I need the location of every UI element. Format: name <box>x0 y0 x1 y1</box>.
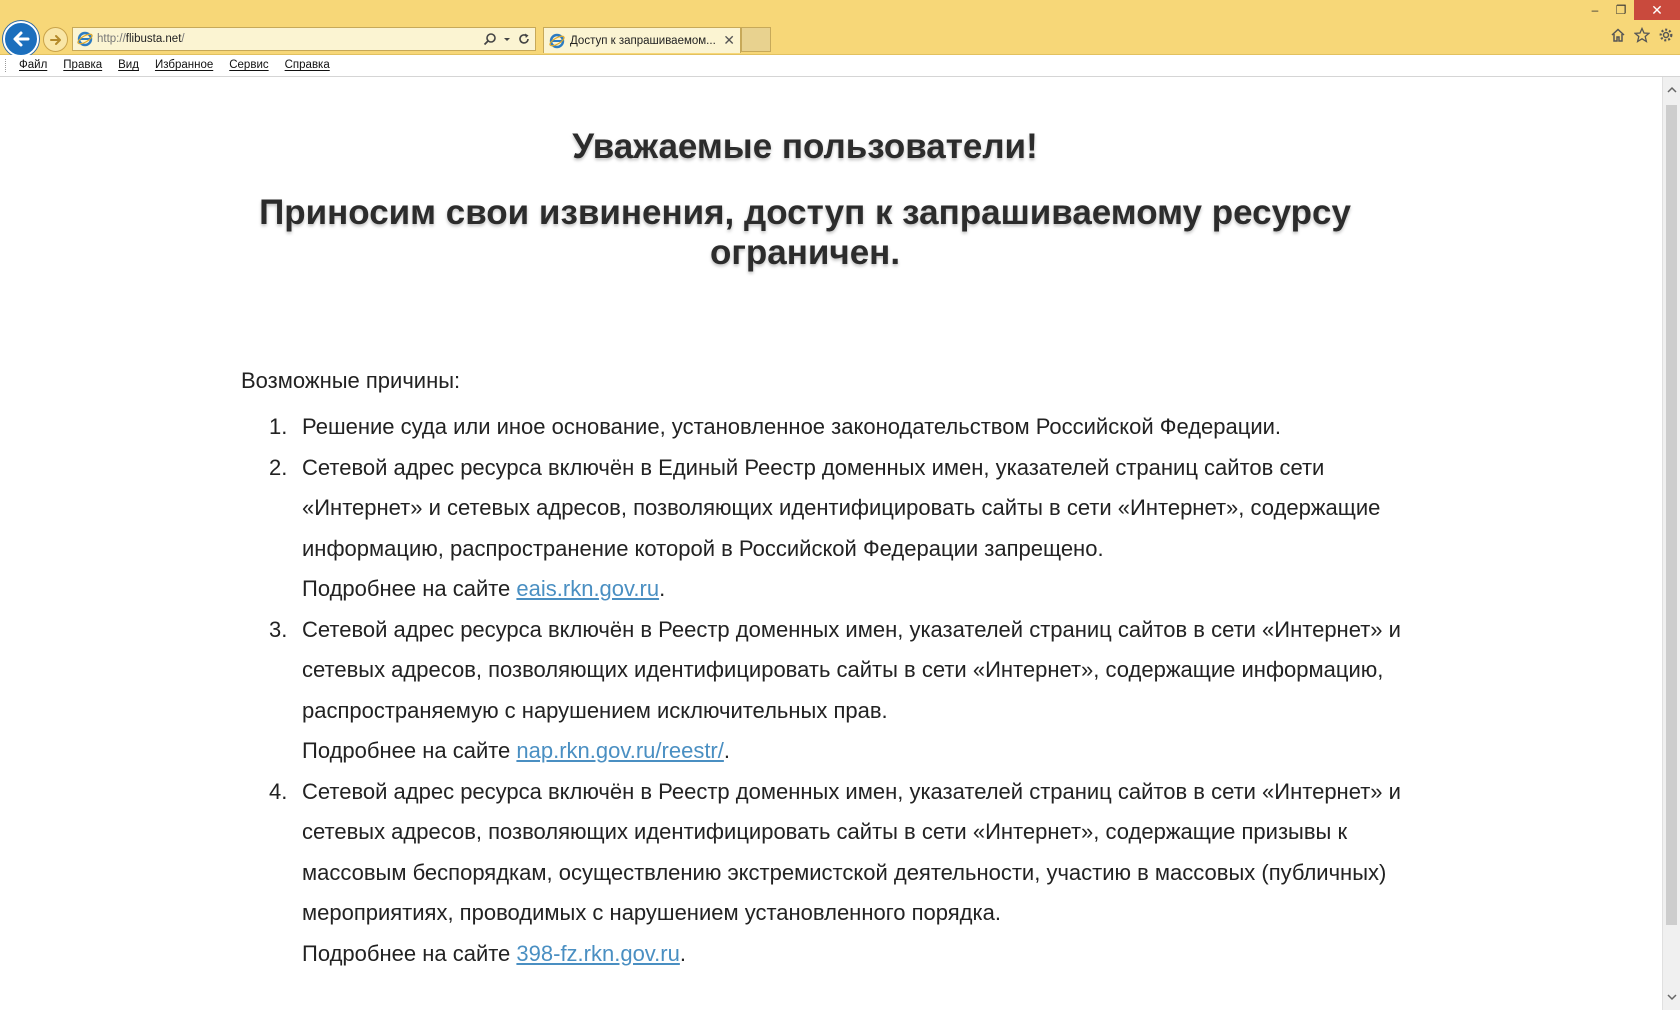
browser-tab-active[interactable] <box>543 27 741 53</box>
browser-title-bar <box>0 0 1680 55</box>
list-item <box>262 772 1434 975</box>
more-info-suffix: . <box>723 738 730 763</box>
list-item <box>262 448 1434 610</box>
menu-grip <box>5 59 8 72</box>
favorites-star-icon[interactable] <box>1634 27 1650 43</box>
address-tools <box>483 30 531 48</box>
more-info-suffix: . <box>679 940 686 966</box>
page-heading: Уважаемые пользователи! <box>572 127 1038 166</box>
more-info-prefix: Подробнее на сайте <box>302 576 517 601</box>
refresh-icon[interactable] <box>517 32 531 46</box>
nap-reestr-link[interactable]: nap.rkn.gov.ru/reestr/ <box>516 738 724 763</box>
list-item-number: 1. <box>269 414 288 439</box>
settings-gear-icon[interactable] <box>1658 27 1674 43</box>
forward-arrow-icon <box>48 32 64 48</box>
reasons-list <box>262 407 1434 974</box>
page-subheading: Приносим свои извинения, доступ к запрашиваемому ресурсу ограничен. <box>259 193 1351 272</box>
eais-link[interactable]: eais.rkn.gov.ru <box>516 576 660 601</box>
restore-button[interactable]: ❐ <box>1615 3 1627 17</box>
close-window-button[interactable]: ✕ <box>1634 0 1680 20</box>
more-info-prefix: Подробнее на сайте <box>302 940 517 966</box>
back-button[interactable] <box>3 21 39 57</box>
menu-bar <box>0 55 1680 77</box>
menu-items <box>19 58 346 73</box>
tab-close-button[interactable]: ✕ <box>723 32 735 48</box>
ie-logo-icon <box>77 31 93 47</box>
url-scheme: http:// <box>97 33 126 45</box>
menu-favorites[interactable]: Избранное <box>154 59 214 71</box>
list-item-number: 4. <box>269 778 288 804</box>
forward-button[interactable] <box>43 27 68 52</box>
menu-file[interactable]: Файл <box>19 59 48 71</box>
menu-tools[interactable]: Сервис <box>229 59 269 71</box>
address-url[interactable] <box>97 31 185 47</box>
ie-logo-icon <box>549 33 565 49</box>
scroll-up-button[interactable] <box>1663 81 1680 99</box>
menu-view[interactable]: Вид <box>118 59 139 71</box>
more-info-suffix: . <box>659 576 666 601</box>
list-item-text: Решение суда или иное основание, установленное законодательством Российской Федерации. <box>302 414 1282 439</box>
fz398-link[interactable]: 398-fz.rkn.gov.ru <box>516 940 680 966</box>
chevron-up-icon <box>1667 86 1677 94</box>
chevron-down-icon <box>1667 993 1677 1001</box>
list-item-number: 3. <box>269 616 288 642</box>
list-item-number: 2. <box>269 454 288 480</box>
list-item <box>262 610 1434 772</box>
url-path: / <box>181 33 185 45</box>
url-host: flibusta.net <box>125 33 182 45</box>
tab-title: Доступ к запрашиваемом... <box>570 35 716 47</box>
list-item <box>262 407 1434 448</box>
reasons-title: Возможные причины: <box>241 368 461 393</box>
dropdown-icon[interactable] <box>503 32 511 46</box>
list-item-text: Сетевой адрес ресурса включён в Реестр доменных имен, указателей страниц сайтов в сети «Интернет» и сетевых адресов, позволяющих идентифицировать сайты в сети «Интернет», содержащие информацию, распространяемую с нарушением исключительных прав. <box>302 616 1401 723</box>
page-content <box>0 77 1662 1010</box>
list-item-text: Сетевой адрес ресурса включён в Единый Реестр доменных имен, указателей страниц сайтов сети «Интернет» и сетевых адресов, позволяющих идентифицировать сайты в сети «Интернет», содержащие информацию, распространение которой в Российской Федерации запрещено. <box>302 454 1381 561</box>
more-info-prefix: Подробнее на сайте <box>302 738 517 763</box>
search-icon[interactable] <box>483 32 497 46</box>
scroll-down-button[interactable] <box>1663 988 1680 1006</box>
new-tab-button[interactable] <box>741 27 771 52</box>
scroll-thumb[interactable] <box>1666 105 1677 925</box>
menu-edit[interactable]: Правка <box>63 59 103 71</box>
window-controls <box>1582 0 1680 20</box>
list-item-text: Сетевой адрес ресурса включён в Реестр доменных имен, указателей страниц сайтов в сети «Интернет» и сетевых адресов, позволяющих идентифицировать сайты в сети «Интернет», содержащие призывы к массовым беспорядкам, осуществлению экстремистской деятельности, участию в массовых (публичных) мероприятиях, проводимых с нарушением установленного порядка. <box>302 778 1401 925</box>
address-bar[interactable] <box>72 27 536 51</box>
vertical-scrollbar[interactable] <box>1662 77 1680 1010</box>
minimize-button[interactable]: – <box>1591 3 1599 17</box>
menu-help[interactable]: Справка <box>284 59 330 71</box>
back-arrow-icon <box>10 28 32 50</box>
toolbar-right-icons <box>1610 27 1674 43</box>
home-icon[interactable] <box>1610 27 1626 43</box>
